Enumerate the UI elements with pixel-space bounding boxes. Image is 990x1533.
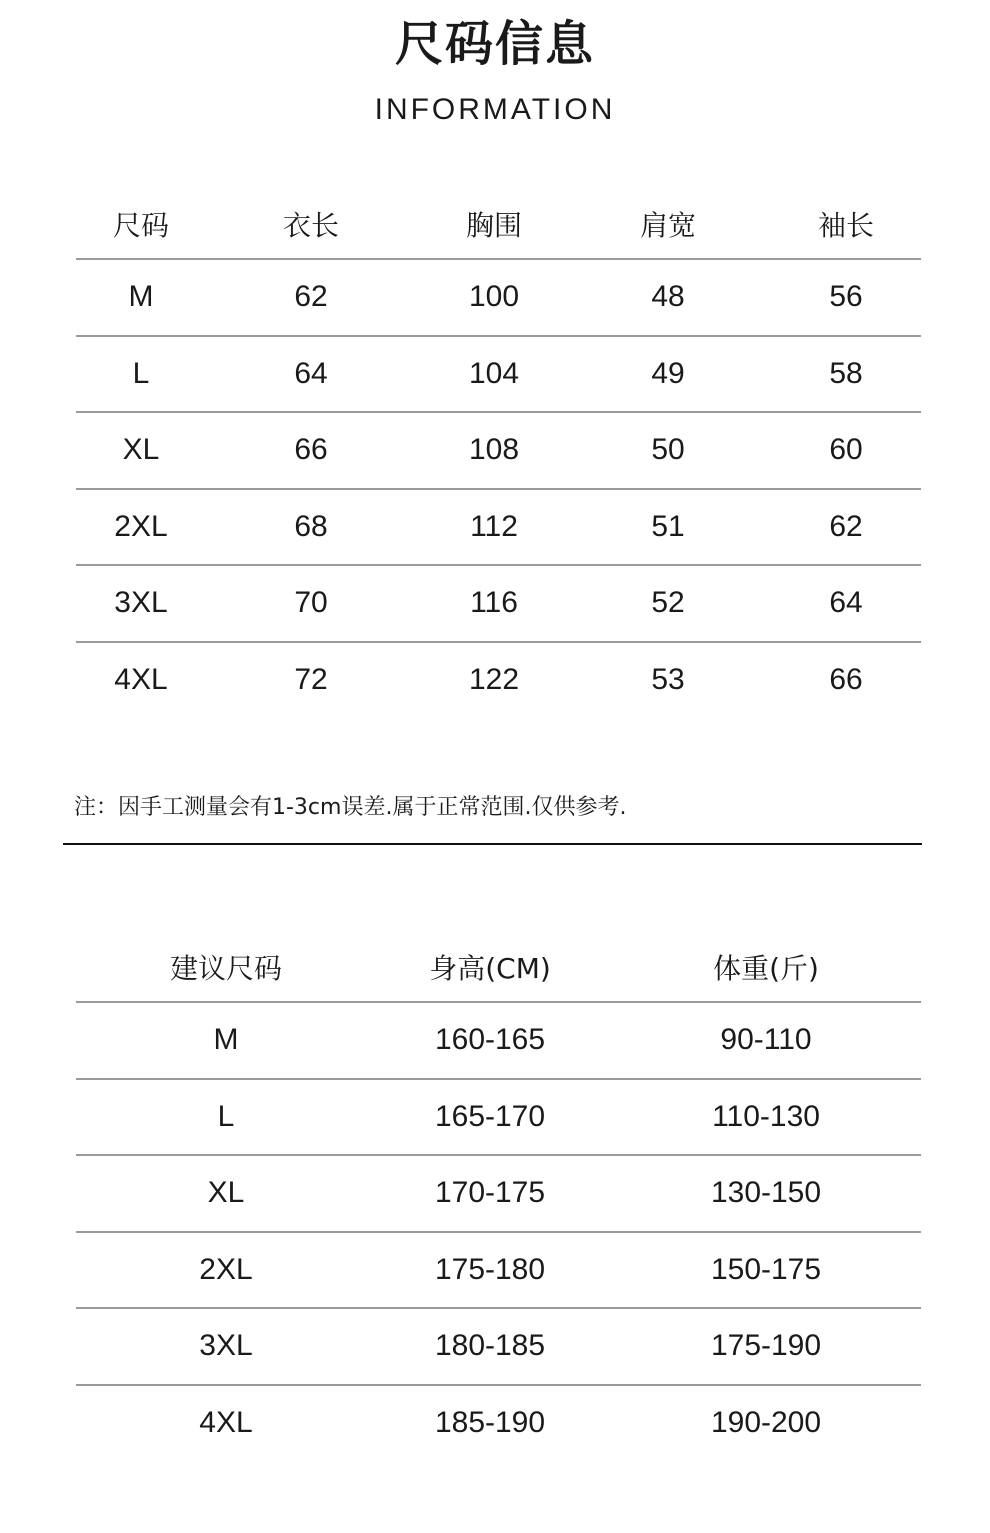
table-row: [76, 260, 921, 337]
table-row: [76, 1003, 921, 1080]
size-cell: M: [128, 280, 154, 313]
weight-cell: 110-130: [712, 1099, 820, 1133]
section-divider: [63, 843, 922, 845]
weight-cell: 150-175: [710, 1252, 822, 1286]
column-header-chest: 胸围: [465, 209, 523, 242]
column-header-size: 尺码: [112, 209, 170, 242]
sleeve-cell: 64: [829, 586, 863, 619]
size-cell: 3XL: [114, 586, 168, 619]
size-cell: 2XL: [199, 1252, 253, 1286]
table-row: [76, 566, 921, 643]
size-cell: M: [213, 1023, 239, 1056]
weight-cell: 175-190: [710, 1329, 822, 1362]
chest-cell: 116: [470, 586, 518, 619]
shoulder-cell: 53: [651, 662, 685, 696]
size-cell: 2XL: [114, 509, 168, 543]
table-row: [76, 1309, 921, 1386]
chest-cell: 122: [468, 662, 520, 696]
height-cell: 175-180: [434, 1252, 546, 1286]
sleeve-cell: 62: [829, 509, 863, 543]
size-cell: 4XL: [199, 1405, 253, 1439]
length-cell: 62: [294, 280, 328, 313]
sleeve-cell: 66: [829, 662, 863, 696]
measurement-note: 注：因手工测量会有1-3cm误差.属于正常范围.仅供参考.: [74, 795, 627, 820]
page-subtitle: INFORMATION: [374, 93, 616, 126]
chest-cell: 100: [468, 280, 520, 313]
sleeve-cell: 56: [829, 280, 863, 313]
column-header-height: 身高(CM): [429, 952, 551, 985]
table-row: [76, 643, 921, 720]
chest-cell: 112: [470, 509, 518, 543]
table-row: [76, 1156, 921, 1233]
length-cell: 72: [294, 662, 328, 696]
height-cell: 180-185: [434, 1329, 546, 1362]
size-cell: 3XL: [199, 1329, 253, 1362]
chest-cell: 108: [468, 433, 520, 466]
size-cell: XL: [207, 1176, 245, 1209]
column-header-recommended-size: 建议尺码: [169, 952, 283, 985]
length-cell: 64: [294, 356, 328, 390]
size-cell: L: [132, 356, 150, 390]
length-cell: 70: [294, 586, 328, 619]
shoulder-cell: 48: [651, 280, 685, 313]
table-row: [76, 1080, 921, 1157]
table-row: [76, 490, 921, 567]
shoulder-cell: 50: [651, 433, 685, 466]
length-cell: 66: [294, 433, 328, 466]
weight-cell: 190-200: [710, 1405, 822, 1439]
sleeve-cell: 60: [829, 433, 863, 466]
shoulder-cell: 49: [651, 356, 685, 390]
column-header-length: 衣长: [282, 209, 340, 242]
table-row: [76, 1386, 921, 1463]
shoulder-cell: 52: [651, 586, 685, 619]
table-row: [76, 413, 921, 490]
weight-cell: 130-150: [710, 1176, 822, 1209]
size-cell: 4XL: [114, 662, 168, 696]
height-cell: 160-165: [434, 1023, 546, 1056]
height-cell: 185-190: [434, 1405, 546, 1439]
height-cell: 170-175: [434, 1176, 546, 1209]
table-row: [76, 337, 921, 414]
column-header-sleeve: 袖长: [817, 209, 875, 242]
weight-cell: 90-110: [720, 1023, 812, 1056]
chest-cell: 104: [468, 356, 520, 390]
sleeve-cell: 58: [829, 356, 863, 390]
column-header-weight: 体重(斤): [713, 952, 819, 985]
shoulder-cell: 51: [651, 509, 685, 543]
page-title: 尺码信息: [394, 16, 595, 72]
size-table: [76, 190, 921, 719]
height-cell: 165-170: [434, 1099, 546, 1133]
column-header-shoulder: 肩宽: [639, 209, 697, 242]
length-cell: 68: [294, 509, 328, 543]
size-table-header: [76, 190, 921, 260]
size-cell: XL: [122, 433, 160, 466]
table-row: [76, 1233, 921, 1310]
size-cell: L: [217, 1099, 235, 1133]
recommend-table: [76, 933, 921, 1462]
recommend-table-header: [76, 933, 921, 1003]
